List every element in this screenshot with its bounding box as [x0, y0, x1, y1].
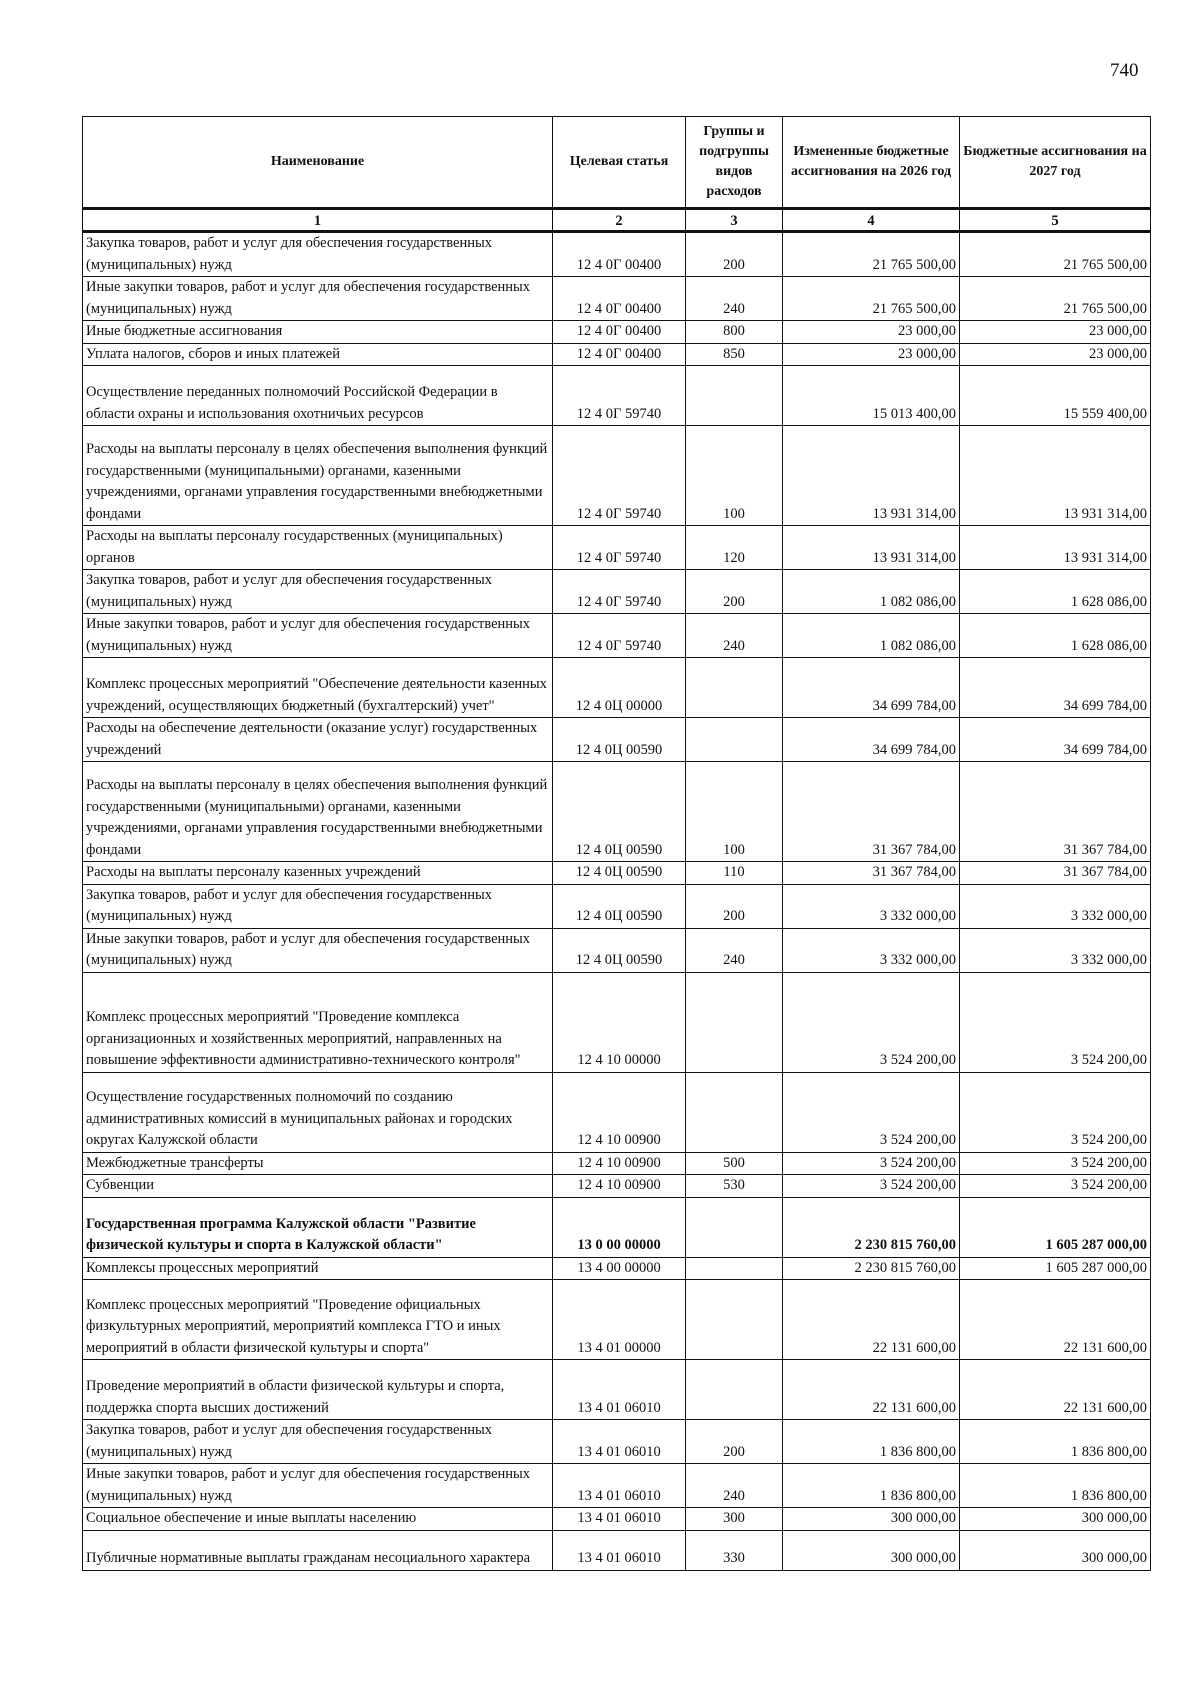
table-row — [83, 1257, 1151, 1280]
row-expense-group: 200 — [686, 884, 783, 928]
row-amount-2027: 1 605 287 000,00 — [960, 1257, 1151, 1280]
row-expense-group: 240 — [686, 1464, 783, 1508]
row-name: Комплекс процессных мероприятий "Проведение официальных физкультурных мероприятий, мероприятий комплекса ГТО и иных мероприятий в области физической культуры и спорта" — [83, 1280, 553, 1360]
row-name: Межбюджетные трансферты — [83, 1152, 553, 1175]
row-name: Иные закупки товаров, работ и услуг для обеспечения государственных (муниципальных) нужд — [83, 277, 553, 321]
row-expense-group: 240 — [686, 614, 783, 658]
row-amount-2026: 31 367 784,00 — [783, 762, 960, 862]
row-expense-group: 240 — [686, 277, 783, 321]
row-target-code: 12 4 0Г 59740 — [553, 366, 686, 426]
row-target-code: 13 4 01 06010 — [553, 1360, 686, 1420]
table-row — [83, 343, 1151, 366]
table-row — [83, 526, 1151, 570]
row-name: Закупка товаров, работ и услуг для обеспечения государственных (муниципальных) нужд — [83, 570, 553, 614]
table-row — [83, 1197, 1151, 1257]
row-amount-2026: 3 524 200,00 — [783, 1175, 960, 1198]
col-number: 1 — [83, 209, 553, 232]
row-name: Публичные нормативные выплаты гражданам несоциального характера — [83, 1530, 553, 1570]
row-amount-2026: 21 765 500,00 — [783, 277, 960, 321]
table-row — [83, 884, 1151, 928]
row-expense-group — [686, 1280, 783, 1360]
budget-table — [82, 116, 1151, 1571]
row-name: Расходы на выплаты персоналу в целях обеспечения выполнения функций государственными (муниципальными) органами, казенными учреждениями, органами управления государственными внебюджетными фондами — [83, 426, 553, 526]
table-row — [83, 1152, 1151, 1175]
table-row — [83, 658, 1151, 718]
table-row — [83, 1508, 1151, 1531]
row-expense-group: 120 — [686, 526, 783, 570]
row-amount-2026: 31 367 784,00 — [783, 862, 960, 885]
table-row — [83, 862, 1151, 885]
table-row — [83, 277, 1151, 321]
row-expense-group: 110 — [686, 862, 783, 885]
row-expense-group: 300 — [686, 1508, 783, 1531]
table-body — [83, 232, 1151, 1571]
row-expense-group: 330 — [686, 1530, 783, 1570]
row-target-code: 12 4 0Ц 00590 — [553, 762, 686, 862]
row-target-code: 12 4 0Г 00400 — [553, 277, 686, 321]
row-name: Иные закупки товаров, работ и услуг для обеспечения государственных (муниципальных) нужд — [83, 1464, 553, 1508]
table-row — [83, 1280, 1151, 1360]
row-amount-2027: 3 524 200,00 — [960, 1152, 1151, 1175]
table-row — [83, 1530, 1151, 1570]
row-expense-group: 200 — [686, 570, 783, 614]
header-target: Целевая статья — [553, 117, 686, 209]
row-amount-2026: 2 230 815 760,00 — [783, 1257, 960, 1280]
table-row — [83, 426, 1151, 526]
row-amount-2026: 1 082 086,00 — [783, 614, 960, 658]
row-amount-2026: 34 699 784,00 — [783, 658, 960, 718]
row-name: Иные закупки товаров, работ и услуг для обеспечения государственных (муниципальных) нужд — [83, 614, 553, 658]
row-amount-2026: 1 836 800,00 — [783, 1420, 960, 1464]
table-row — [83, 762, 1151, 862]
row-expense-group: 530 — [686, 1175, 783, 1198]
row-target-code: 13 4 01 06010 — [553, 1508, 686, 1531]
row-target-code: 13 4 01 06010 — [553, 1464, 686, 1508]
row-amount-2027: 21 765 500,00 — [960, 232, 1151, 277]
row-amount-2026: 300 000,00 — [783, 1508, 960, 1531]
row-target-code: 12 4 10 00000 — [553, 972, 686, 1072]
row-expense-group: 850 — [686, 343, 783, 366]
table-row — [83, 321, 1151, 344]
row-amount-2026: 13 931 314,00 — [783, 526, 960, 570]
page-number: 740 — [1110, 60, 1139, 81]
row-amount-2027: 23 000,00 — [960, 343, 1151, 366]
row-amount-2026: 15 013 400,00 — [783, 366, 960, 426]
row-amount-2027: 15 559 400,00 — [960, 366, 1151, 426]
row-expense-group — [686, 972, 783, 1072]
row-expense-group: 100 — [686, 426, 783, 526]
row-target-code: 13 0 00 00000 — [553, 1197, 686, 1257]
table-row — [83, 1175, 1151, 1198]
row-amount-2026: 3 524 200,00 — [783, 972, 960, 1072]
row-target-code: 12 4 0Ц 00000 — [553, 658, 686, 718]
col-number: 5 — [960, 209, 1151, 232]
col-number: 2 — [553, 209, 686, 232]
table-row — [83, 232, 1151, 277]
row-name: Расходы на выплаты персоналу в целях обеспечения выполнения функций государственными (муниципальными) органами, казенными учреждениями, органами управления государственными внебюджетными фондами — [83, 762, 553, 862]
row-amount-2026: 23 000,00 — [783, 343, 960, 366]
row-amount-2027: 34 699 784,00 — [960, 718, 1151, 762]
row-expense-group: 200 — [686, 232, 783, 277]
row-amount-2027: 34 699 784,00 — [960, 658, 1151, 718]
row-amount-2027: 22 131 600,00 — [960, 1280, 1151, 1360]
row-name: Субвенции — [83, 1175, 553, 1198]
row-amount-2026: 3 332 000,00 — [783, 928, 960, 972]
table-row — [83, 1072, 1151, 1152]
row-name: Социальное обеспечение и иные выплаты населению — [83, 1508, 553, 1531]
row-expense-group: 240 — [686, 928, 783, 972]
row-amount-2027: 23 000,00 — [960, 321, 1151, 344]
row-expense-group — [686, 658, 783, 718]
header-changed-2026: Измененные бюджетные ассигнования на 2026 год — [783, 117, 960, 209]
row-target-code: 12 4 0Г 59740 — [553, 614, 686, 658]
row-target-code: 12 4 0Ц 00590 — [553, 928, 686, 972]
row-target-code: 13 4 01 06010 — [553, 1530, 686, 1570]
table-row — [83, 1464, 1151, 1508]
header-budget-2027: Бюджетные ассигнования на 2027 год — [960, 117, 1151, 209]
row-target-code: 12 4 0Г 59740 — [553, 426, 686, 526]
row-name: Иные бюджетные ассигнования — [83, 321, 553, 344]
row-name: Расходы на выплаты персоналу казенных учреждений — [83, 862, 553, 885]
row-name: Закупка товаров, работ и услуг для обеспечения государственных (муниципальных) нужд — [83, 232, 553, 277]
row-name: Государственная программа Калужской области "Развитие физической культуры и спорта в Калужской области" — [83, 1197, 553, 1257]
row-target-code: 12 4 10 00900 — [553, 1175, 686, 1198]
row-amount-2027: 300 000,00 — [960, 1508, 1151, 1531]
row-name: Осуществление государственных полномочий по созданию административных комиссий в муниципальных районах и городских округах Калужской области — [83, 1072, 553, 1152]
row-target-code: 13 4 01 06010 — [553, 1420, 686, 1464]
row-amount-2027: 31 367 784,00 — [960, 862, 1151, 885]
row-amount-2027: 22 131 600,00 — [960, 1360, 1151, 1420]
row-amount-2026: 3 524 200,00 — [783, 1152, 960, 1175]
row-amount-2027: 3 524 200,00 — [960, 1072, 1151, 1152]
row-amount-2027: 1 836 800,00 — [960, 1420, 1151, 1464]
row-expense-group — [686, 718, 783, 762]
row-name: Уплата налогов, сборов и иных платежей — [83, 343, 553, 366]
row-expense-group — [686, 1197, 783, 1257]
row-target-code: 13 4 00 00000 — [553, 1257, 686, 1280]
row-amount-2027: 1 605 287 000,00 — [960, 1197, 1151, 1257]
row-expense-group — [686, 1072, 783, 1152]
table-row — [83, 928, 1151, 972]
row-name: Закупка товаров, работ и услуг для обеспечения государственных (муниципальных) нужд — [83, 1420, 553, 1464]
row-amount-2027: 13 931 314,00 — [960, 426, 1151, 526]
row-target-code: 12 4 0Г 59740 — [553, 526, 686, 570]
row-target-code: 13 4 01 00000 — [553, 1280, 686, 1360]
row-amount-2027: 3 524 200,00 — [960, 972, 1151, 1072]
row-amount-2026: 3 332 000,00 — [783, 884, 960, 928]
col-number: 3 — [686, 209, 783, 232]
row-expense-group: 500 — [686, 1152, 783, 1175]
row-name: Комплексы процессных мероприятий — [83, 1257, 553, 1280]
row-name: Иные закупки товаров, работ и услуг для обеспечения государственных (муниципальных) нужд — [83, 928, 553, 972]
row-amount-2027: 21 765 500,00 — [960, 277, 1151, 321]
row-amount-2027: 1 836 800,00 — [960, 1464, 1151, 1508]
table-row — [83, 570, 1151, 614]
row-amount-2026: 13 931 314,00 — [783, 426, 960, 526]
row-amount-2026: 3 524 200,00 — [783, 1072, 960, 1152]
table-row — [83, 366, 1151, 426]
table-row — [83, 972, 1151, 1072]
table-row — [83, 1360, 1151, 1420]
row-amount-2027: 13 931 314,00 — [960, 526, 1151, 570]
row-target-code: 12 4 0Г 00400 — [553, 232, 686, 277]
row-amount-2027: 1 628 086,00 — [960, 570, 1151, 614]
row-target-code: 12 4 0Ц 00590 — [553, 718, 686, 762]
row-target-code: 12 4 10 00900 — [553, 1072, 686, 1152]
row-amount-2027: 1 628 086,00 — [960, 614, 1151, 658]
row-name: Расходы на выплаты персоналу государственных (муниципальных) органов — [83, 526, 553, 570]
col-number: 4 — [783, 209, 960, 232]
row-amount-2027: 3 524 200,00 — [960, 1175, 1151, 1198]
row-name: Закупка товаров, работ и услуг для обеспечения государственных (муниципальных) нужд — [83, 884, 553, 928]
row-amount-2026: 22 131 600,00 — [783, 1280, 960, 1360]
row-target-code: 12 4 0Ц 00590 — [553, 862, 686, 885]
row-name: Расходы на обеспечение деятельности (оказание услуг) государственных учреждений — [83, 718, 553, 762]
row-target-code: 12 4 10 00900 — [553, 1152, 686, 1175]
row-expense-group: 100 — [686, 762, 783, 862]
row-target-code: 12 4 0Г 59740 — [553, 570, 686, 614]
row-amount-2026: 23 000,00 — [783, 321, 960, 344]
row-amount-2027: 31 367 784,00 — [960, 762, 1151, 862]
row-amount-2026: 2 230 815 760,00 — [783, 1197, 960, 1257]
row-amount-2027: 3 332 000,00 — [960, 928, 1151, 972]
table-row — [83, 614, 1151, 658]
header-name: Наименование — [83, 117, 553, 209]
row-expense-group — [686, 366, 783, 426]
row-amount-2026: 1 082 086,00 — [783, 570, 960, 614]
table-row — [83, 718, 1151, 762]
row-target-code: 12 4 0Г 00400 — [553, 321, 686, 344]
row-amount-2026: 1 836 800,00 — [783, 1464, 960, 1508]
row-name: Комплекс процессных мероприятий "Проведение комплекса организационных и хозяйственных мероприятий, направленных на повышение эффективности административно-технического контроля" — [83, 972, 553, 1072]
header-groups: Группы и подгруппы видов расходов — [686, 117, 783, 209]
row-expense-group — [686, 1360, 783, 1420]
row-amount-2026: 34 699 784,00 — [783, 718, 960, 762]
row-name: Проведение мероприятий в области физической культуры и спорта, поддержка спорта высших достижений — [83, 1360, 553, 1420]
row-name: Осуществление переданных полномочий Российской Федерации в области охраны и использования охотничьих ресурсов — [83, 366, 553, 426]
row-target-code: 12 4 0Г 00400 — [553, 343, 686, 366]
table-row — [83, 1420, 1151, 1464]
row-target-code: 12 4 0Ц 00590 — [553, 884, 686, 928]
row-expense-group: 200 — [686, 1420, 783, 1464]
row-amount-2027: 3 332 000,00 — [960, 884, 1151, 928]
row-amount-2026: 22 131 600,00 — [783, 1360, 960, 1420]
row-expense-group: 800 — [686, 321, 783, 344]
row-name: Комплекс процессных мероприятий "Обеспечение деятельности казенных учреждений, осуществляющих бюджетный (бухгалтерский) учет" — [83, 658, 553, 718]
row-amount-2027: 300 000,00 — [960, 1530, 1151, 1570]
row-amount-2026: 21 765 500,00 — [783, 232, 960, 277]
row-amount-2026: 300 000,00 — [783, 1530, 960, 1570]
row-expense-group — [686, 1257, 783, 1280]
